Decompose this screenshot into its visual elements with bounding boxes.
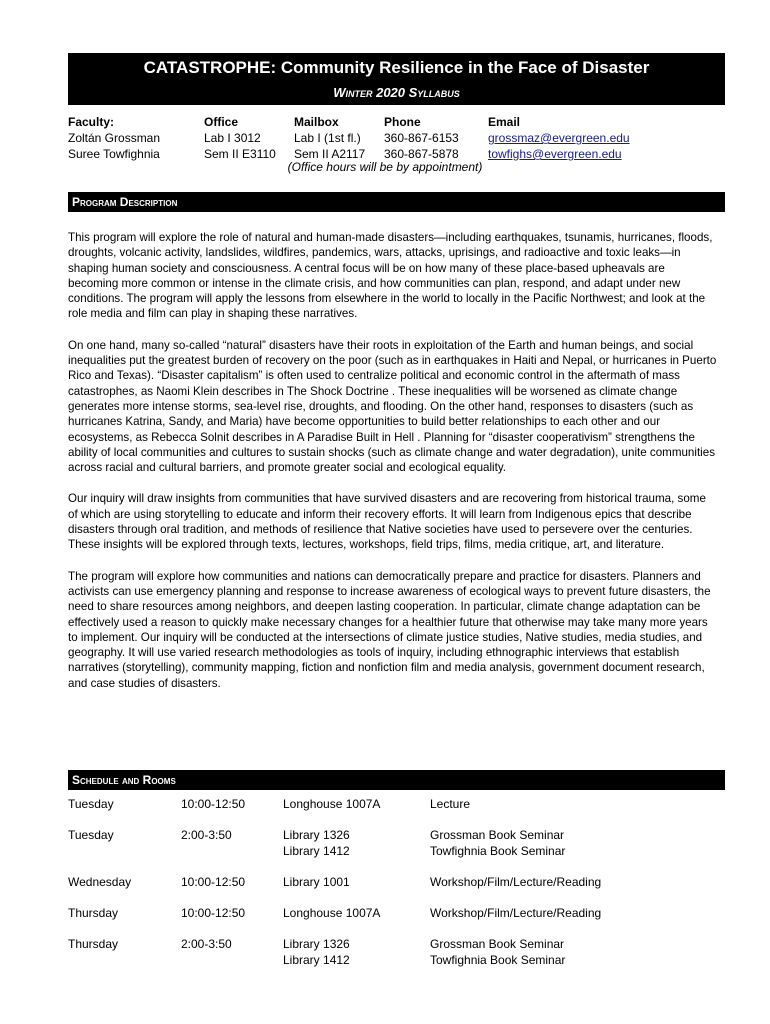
- email-link[interactable]: towfighs@evergreen.edu: [488, 147, 622, 161]
- time: 10:00-12:50: [181, 797, 246, 811]
- day: Thursday: [68, 906, 119, 920]
- faculty-header: Faculty:: [68, 115, 115, 129]
- activity: Workshop/Film/Lecture/Reading: [430, 906, 602, 920]
- activity-secondary: Towfighnia Book Seminar: [430, 844, 566, 858]
- room: Library 1001: [283, 875, 350, 889]
- room: Longhouse 1007A: [283, 906, 381, 920]
- faculty-name: Suree Towfighnia: [68, 147, 160, 161]
- mailbox-header: Mailbox: [294, 115, 339, 129]
- activity: Grossman Book Seminar: [430, 937, 565, 951]
- day: Wednesday: [68, 875, 132, 889]
- faculty-email-link[interactable]: [488, 130, 630, 146]
- paragraph: This program will explore the role of natural and human-made disasters—including earthquakes, tsunamis, hurricanes, floods, droughts, volcanic activity, landslides, wildfires, pandemics, wars, attacks, uprisings, and radioactive and toxic leaks—in shaping human society and consciousness. A central focus will be on how many of these place-based upheavals are becoming more common or intense in the climate crisis, and how communities can plan, respond, and adapt under new conditions. The program will apply the lessons from elsewhere in the world to locally in the Pacific Northwest; and look at the role media and film can play in shaping these narratives.: [68, 231, 713, 321]
- activity: Lecture: [430, 797, 471, 811]
- activity-secondary: Towfighnia Book Seminar: [430, 953, 566, 967]
- time: 2:00-3:50: [181, 937, 232, 951]
- title-banner: [68, 53, 725, 105]
- section-heading-program-description: Program Description: [68, 192, 725, 212]
- faculty-phone: 360-867-5878: [384, 147, 459, 161]
- faculty-phone: 360-867-6153: [384, 131, 459, 145]
- day: Tuesday: [68, 828, 114, 842]
- phone-header: Phone: [384, 115, 421, 129]
- page-subtitle: Winter 2020 Syllabus: [333, 85, 460, 100]
- faculty-name: Zoltán Grossman: [68, 131, 161, 145]
- time: 10:00-12:50: [181, 906, 246, 920]
- room: Library 1326: [283, 828, 350, 842]
- room-secondary: Library 1412: [283, 953, 350, 967]
- paragraph: Our inquiry will draw insights from communities that have survived disasters and are recovering from historical trauma, some of which are using storytelling to educate and inform their recovery efforts. It will learn from Indigenous epics that describe disasters through oral tradition, and methods of resilience that Native societies have used to persevere over the centuries. These insights will be explored through texts, lectures, workshops, field trips, films, media critique, art, and literature.: [68, 492, 706, 552]
- room: Longhouse 1007A: [283, 797, 381, 811]
- time: 2:00-3:50: [181, 828, 232, 842]
- day: Thursday: [68, 937, 119, 951]
- email-header: Email: [488, 115, 521, 129]
- faculty-office: Lab I 3012: [204, 131, 261, 145]
- day: Tuesday: [68, 797, 114, 811]
- paragraph: On one hand, many so-called “natural” disasters have their roots in exploitation of the Earth and human beings, and social inequalities put the greatest burden of recovery on the poor (such as in earthquakes in Haiti and Nepal, or hurricanes in Puerto Rico and Texas). “Disaster capitalism” is often used to centralize political and economic control in the aftermath of mass catastrophes, as Naomi Klein describes in The Shock Doctrine . These inequalities will be worsened as climate change generates more intense storms, sea-level rise, droughts, and flooding. On the other hand, responses to disasters (such as hurricanes Katrina, Sandy, and Maria) have become opportunities to build better relationships to each other and our ecosystems, as Rebecca Solnit describes in A Paradise Built in Hell . Planning for “disaster cooperativism” strengthens the ability of local communities and cultures to sustain shocks (such as climate change and water degradation), unite communities across racial and cultural barriers, and promote greater social and ecological equality.: [68, 338, 717, 475]
- office-hours-note: (Office hours will be by appointment): [287, 160, 483, 174]
- section-heading-schedule: Schedule and Rooms: [68, 770, 725, 790]
- page-title: CATASTROPHE: Community Resilience in the Face of Disaster: [143, 58, 650, 77]
- office-header: Office: [204, 115, 239, 129]
- faculty-mailbox: Sem II A2117: [294, 147, 366, 161]
- room: Library 1326: [283, 937, 350, 951]
- time: 10:00-12:50: [181, 875, 246, 889]
- program-description-text: [68, 230, 718, 707]
- room-secondary: Library 1412: [283, 844, 350, 858]
- faculty-mailbox: Lab I (1st fl.): [294, 131, 361, 145]
- activity: Workshop/Film/Lecture/Reading: [430, 875, 602, 889]
- email-link[interactable]: grossmaz@evergreen.edu: [488, 131, 630, 145]
- paragraph: The program will explore how communities and nations can democratically prepare and practice for disasters. Planners and activists can use emergency planning and response to increase awareness of ecological ways to prevent future disasters, the need to share resources among neighbors, and deepen lasting cooperation. In particular, climate change adaptation can be effectively used a reason to quickly make necessary changes for a healthier future that otherwise may take many more years to implement. Our inquiry will be conducted at the intersections of climate justice studies, Native studies, media studies, and geography. It will use varied research methodologies as tools of inquiry, including ethnographic interviews that establish narratives (storytelling), community mapping, fiction and nonfiction film and media analysis, government document research, and case studies of disasters.: [68, 569, 711, 690]
- faculty-office: Sem II E3110: [204, 147, 276, 161]
- activity: Grossman Book Seminar: [430, 828, 565, 842]
